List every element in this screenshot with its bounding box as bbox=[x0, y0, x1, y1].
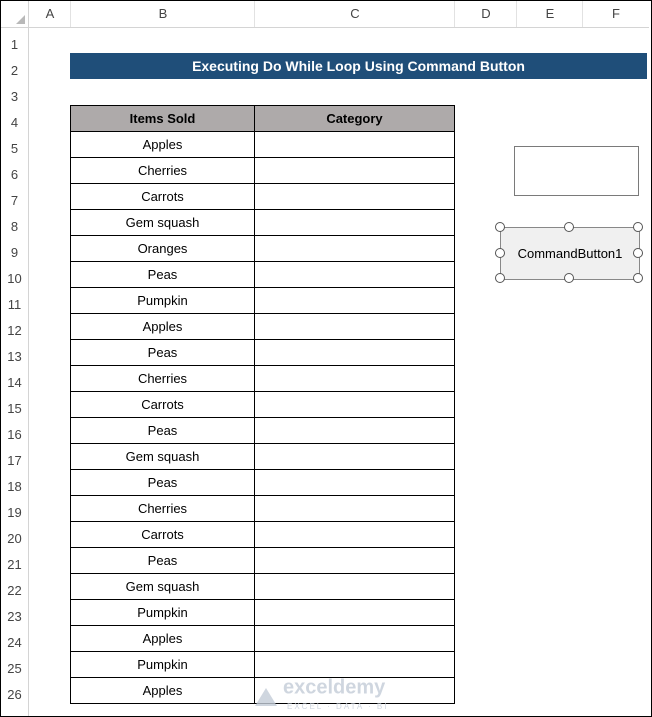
watermark-brand: exceldemy bbox=[283, 676, 386, 699]
table-row bbox=[71, 574, 455, 600]
row-header[interactable]: 14 bbox=[7, 375, 22, 390]
watermark bbox=[255, 670, 388, 711]
row-header[interactable]: 3 bbox=[10, 89, 19, 104]
column-header-label: C bbox=[350, 6, 360, 21]
table-row bbox=[71, 288, 455, 314]
item-cell[interactable]: Gem squash bbox=[71, 210, 255, 236]
row-header[interactable]: 13 bbox=[7, 349, 22, 364]
item-cell[interactable]: Apples bbox=[71, 678, 255, 704]
row-header[interactable]: 22 bbox=[7, 583, 22, 598]
category-cell[interactable] bbox=[255, 236, 455, 262]
row-header[interactable]: 16 bbox=[7, 427, 22, 442]
items-table bbox=[70, 105, 455, 704]
item-cell[interactable]: Cherries bbox=[71, 158, 255, 184]
item-cell[interactable]: Carrots bbox=[71, 184, 255, 210]
item-cell[interactable]: Pumpkin bbox=[71, 288, 255, 314]
table-row bbox=[71, 418, 455, 444]
item-cell[interactable]: Peas bbox=[71, 548, 255, 574]
category-cell[interactable] bbox=[255, 184, 455, 210]
item-cell[interactable]: Apples bbox=[71, 626, 255, 652]
table-row bbox=[71, 392, 455, 418]
row-header[interactable]: 1 bbox=[10, 37, 19, 52]
row-header[interactable]: 12 bbox=[7, 323, 22, 338]
row-header[interactable]: 10 bbox=[7, 271, 22, 286]
activex-textbox[interactable] bbox=[514, 146, 639, 196]
category-cell[interactable] bbox=[255, 392, 455, 418]
category-cell[interactable] bbox=[255, 548, 455, 574]
column-header-f[interactable] bbox=[583, 1, 649, 28]
row-header[interactable]: 5 bbox=[10, 141, 19, 156]
column-header-b[interactable] bbox=[71, 1, 255, 28]
category-cell[interactable] bbox=[255, 496, 455, 522]
table-row bbox=[71, 158, 455, 184]
command-button[interactable]: CommandButton1 bbox=[500, 227, 640, 280]
category-cell[interactable] bbox=[255, 262, 455, 288]
column-header-e[interactable] bbox=[517, 1, 583, 28]
category-cell[interactable] bbox=[255, 418, 455, 444]
item-cell[interactable]: Gem squash bbox=[71, 574, 255, 600]
category-cell[interactable] bbox=[255, 600, 455, 626]
resize-handle-icon[interactable] bbox=[564, 222, 574, 232]
column-header-d[interactable] bbox=[455, 1, 517, 28]
table-row bbox=[71, 366, 455, 392]
column-header-c[interactable] bbox=[255, 1, 455, 28]
item-cell[interactable]: Pumpkin bbox=[71, 652, 255, 678]
table-row bbox=[71, 548, 455, 574]
column-header-label: A bbox=[45, 6, 55, 21]
table-row bbox=[71, 600, 455, 626]
item-cell[interactable]: Peas bbox=[71, 418, 255, 444]
resize-handle-icon[interactable] bbox=[633, 248, 643, 258]
table-row bbox=[71, 496, 455, 522]
table-row bbox=[71, 314, 455, 340]
column-header-label: F bbox=[612, 6, 620, 21]
item-cell[interactable]: Oranges bbox=[71, 236, 255, 262]
category-cell[interactable] bbox=[255, 470, 455, 496]
table-row bbox=[71, 522, 455, 548]
item-cell[interactable]: Cherries bbox=[71, 496, 255, 522]
row-header[interactable]: 19 bbox=[7, 505, 22, 520]
item-cell[interactable]: Apples bbox=[71, 132, 255, 158]
category-cell[interactable] bbox=[255, 522, 455, 548]
row-header[interactable]: 7 bbox=[10, 193, 19, 208]
category-cell[interactable] bbox=[255, 444, 455, 470]
row-header[interactable]: 4 bbox=[10, 115, 19, 130]
row-header[interactable]: 25 bbox=[7, 661, 22, 676]
item-cell[interactable]: Gem squash bbox=[71, 444, 255, 470]
watermark-tagline: EXCEL · DATA · BI bbox=[287, 702, 389, 711]
item-cell[interactable]: Pumpkin bbox=[71, 600, 255, 626]
row-header[interactable]: 24 bbox=[7, 635, 22, 650]
item-cell[interactable]: Apples bbox=[71, 314, 255, 340]
category-cell[interactable] bbox=[255, 158, 455, 184]
row-header[interactable]: 20 bbox=[7, 531, 22, 546]
table-row bbox=[71, 262, 455, 288]
table-row bbox=[71, 236, 455, 262]
category-cell[interactable] bbox=[255, 210, 455, 236]
resize-handle-icon[interactable] bbox=[564, 273, 574, 283]
row-header[interactable]: 23 bbox=[7, 609, 22, 624]
row-header[interactable]: 6 bbox=[10, 167, 19, 182]
category-cell[interactable] bbox=[255, 366, 455, 392]
row-header[interactable]: 17 bbox=[7, 453, 22, 468]
resize-handle-icon[interactable] bbox=[495, 248, 505, 258]
row-header[interactable]: 21 bbox=[7, 557, 22, 572]
row-header[interactable]: 9 bbox=[10, 245, 19, 260]
table-row bbox=[71, 184, 455, 210]
table-row bbox=[71, 470, 455, 496]
table-row bbox=[71, 444, 455, 470]
item-cell[interactable]: Carrots bbox=[71, 522, 255, 548]
resize-handle-icon[interactable] bbox=[495, 273, 505, 283]
exceldemy-logo-icon bbox=[255, 670, 277, 706]
resize-handle-icon[interactable] bbox=[633, 222, 643, 232]
item-cell[interactable]: Peas bbox=[71, 470, 255, 496]
item-cell[interactable]: Cherries bbox=[71, 366, 255, 392]
column-header-a[interactable] bbox=[29, 1, 71, 28]
select-all-triangle-icon bbox=[16, 15, 25, 24]
sheet-title[interactable]: Executing Do While Loop Using Command Button bbox=[70, 53, 647, 79]
table-row bbox=[71, 340, 455, 366]
row-header[interactable]: 15 bbox=[7, 401, 22, 416]
column-header-label: D bbox=[481, 6, 491, 21]
row-header[interactable]: 8 bbox=[10, 219, 19, 234]
column-header-label: B bbox=[158, 6, 168, 21]
resize-handle-icon[interactable] bbox=[633, 273, 643, 283]
category-cell[interactable] bbox=[255, 132, 455, 158]
category-cell[interactable] bbox=[255, 340, 455, 366]
row-header[interactable]: 26 bbox=[7, 687, 22, 702]
category-cell[interactable] bbox=[255, 288, 455, 314]
header-items-sold[interactable]: Items Sold bbox=[71, 106, 255, 132]
header-category[interactable]: Category bbox=[255, 106, 455, 132]
item-cell[interactable]: Carrots bbox=[71, 392, 255, 418]
item-cell[interactable]: Peas bbox=[71, 340, 255, 366]
row-header[interactable]: 18 bbox=[7, 479, 22, 494]
table-row bbox=[71, 210, 455, 236]
category-cell[interactable] bbox=[255, 574, 455, 600]
select-all-corner[interactable] bbox=[1, 1, 29, 28]
table-row bbox=[71, 626, 455, 652]
row-header[interactable]: 2 bbox=[10, 63, 19, 78]
column-header-label: E bbox=[545, 6, 555, 21]
resize-handle-icon[interactable] bbox=[495, 222, 505, 232]
row-header[interactable]: 11 bbox=[7, 297, 22, 312]
category-cell[interactable] bbox=[255, 626, 455, 652]
item-cell[interactable]: Peas bbox=[71, 262, 255, 288]
category-cell[interactable] bbox=[255, 314, 455, 340]
table-row bbox=[71, 132, 455, 158]
